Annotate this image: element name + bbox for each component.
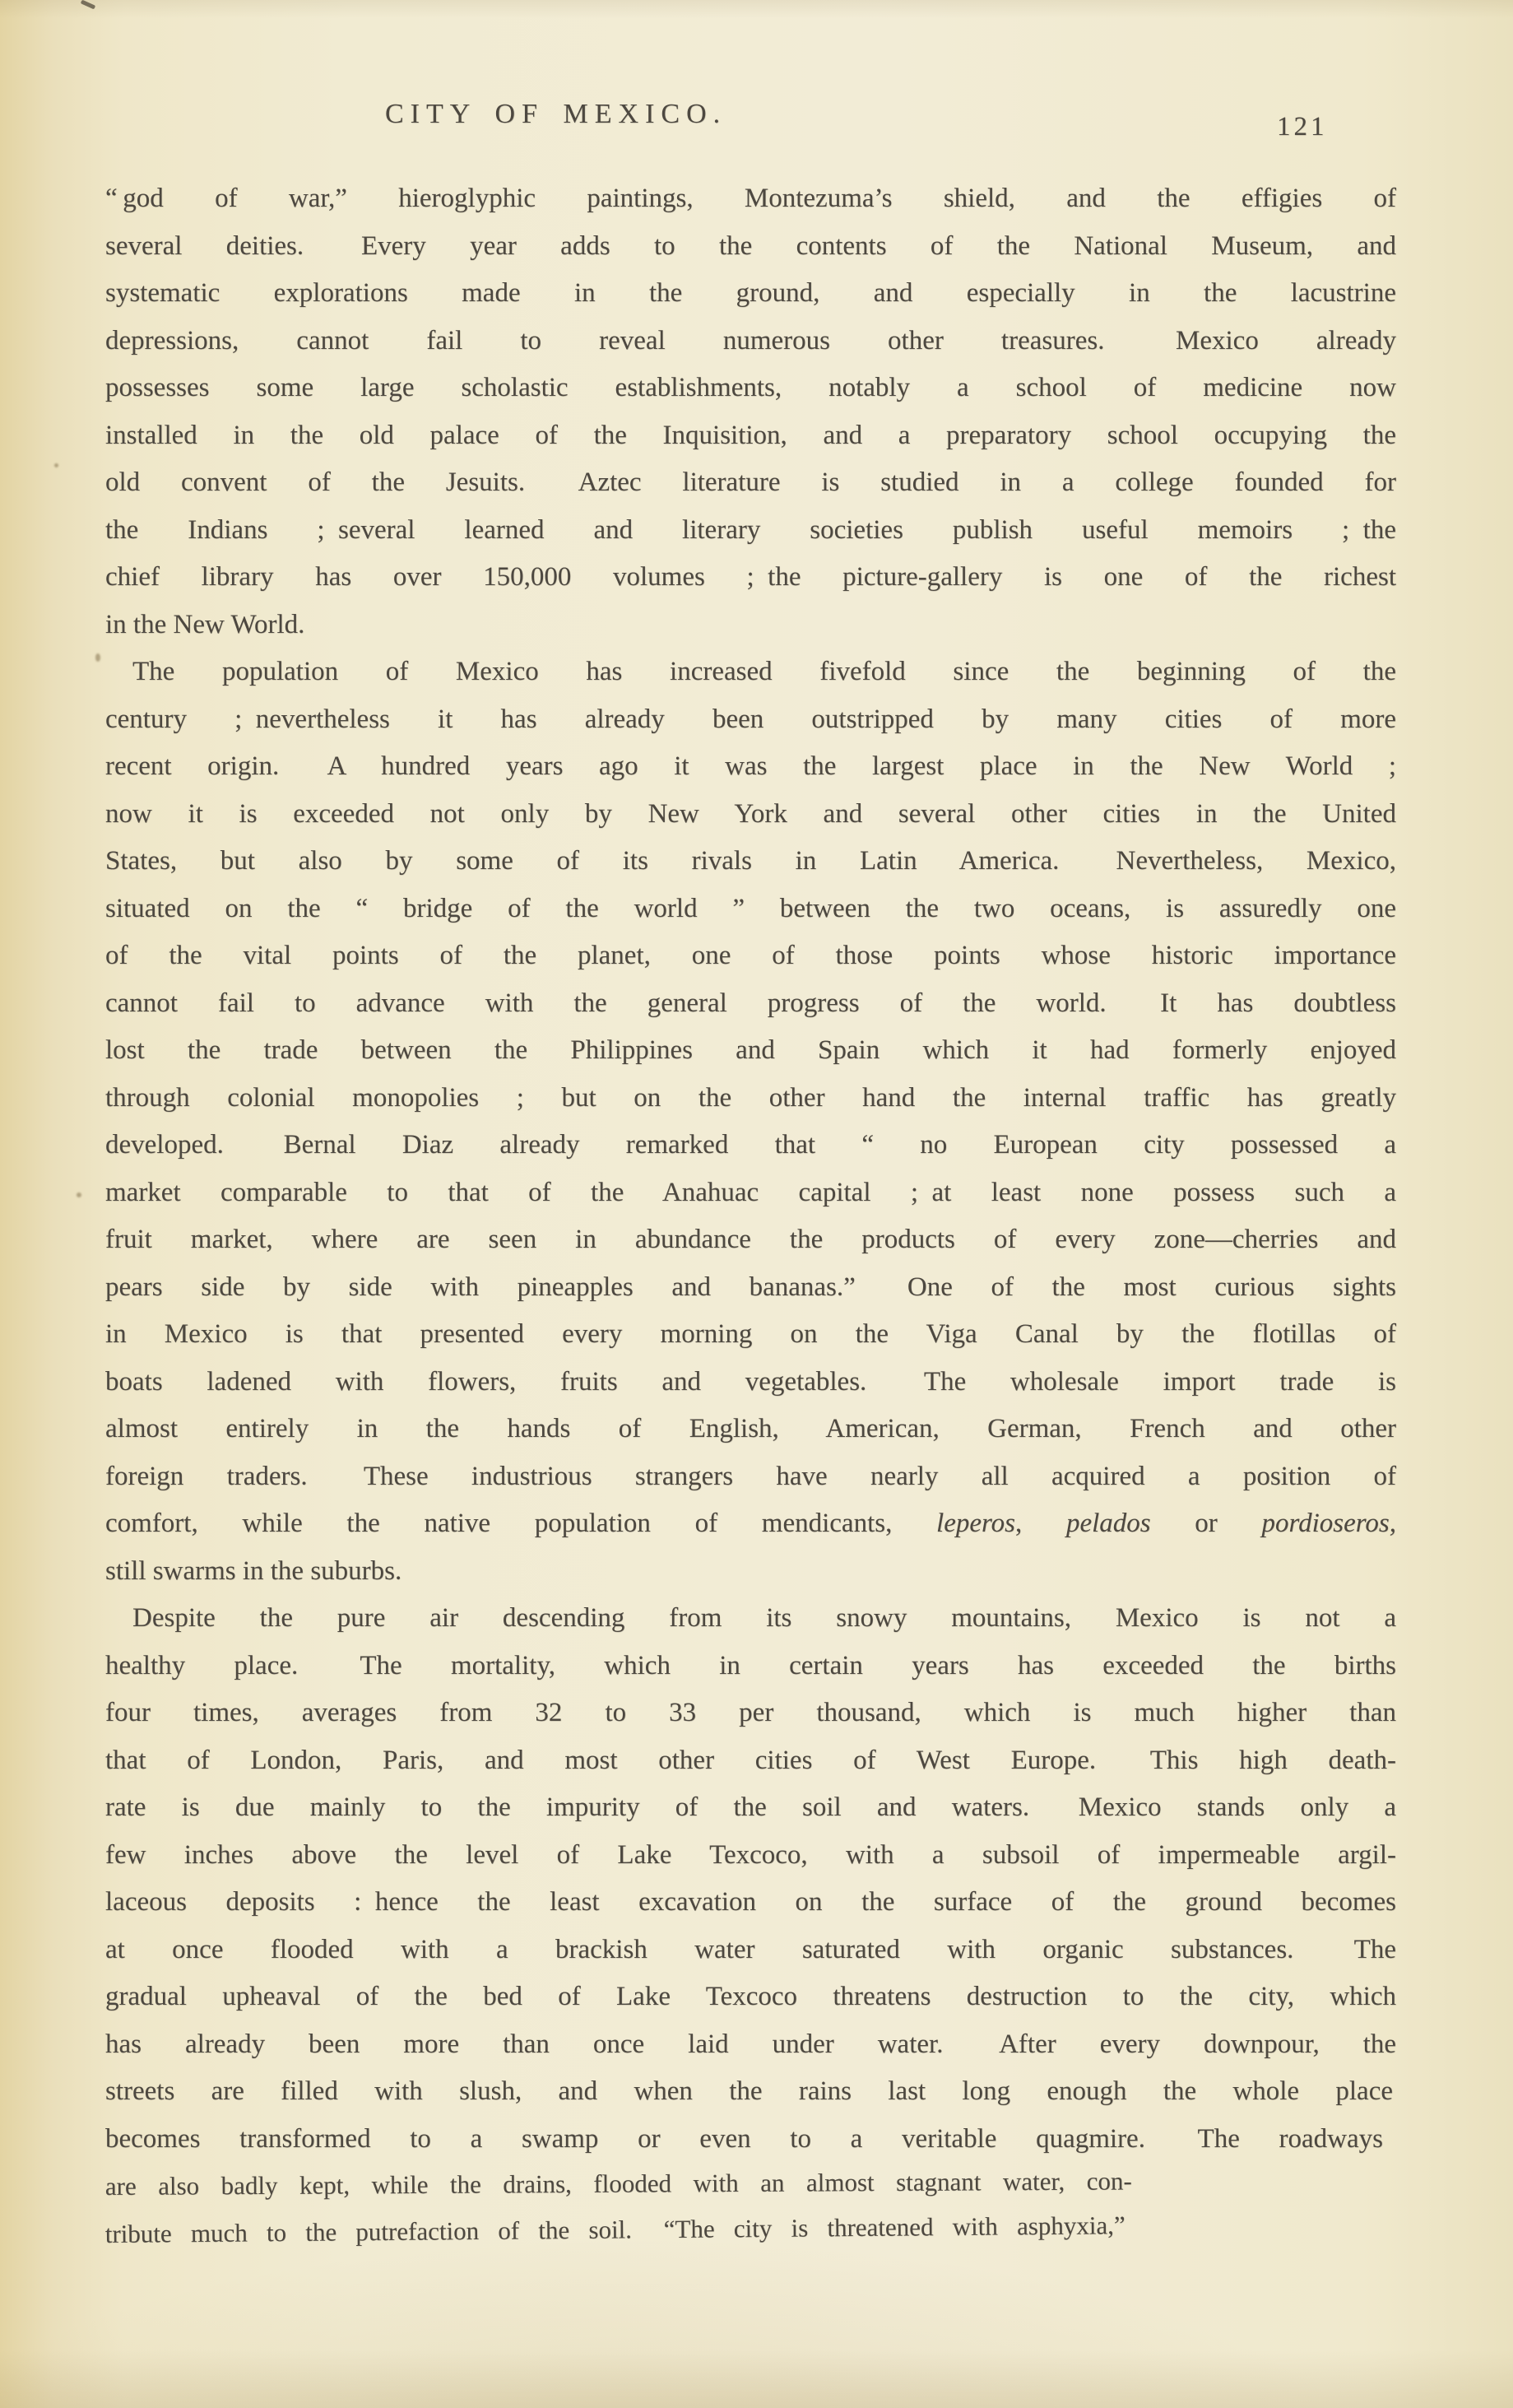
text-line	[105, 1500, 1396, 1548]
text-segment: recent origin. A hundred years ago it was the largest place in the New World ;	[105, 751, 1396, 781]
text-line	[105, 1784, 1396, 1832]
text-segment: pears side by side with pineapples and bananas.” One of the most curious sights	[105, 1271, 1396, 1302]
text-line	[105, 1548, 1396, 1596]
text-segment: cannot fail to advance with the general progress of the world. It has doubtless	[105, 988, 1396, 1018]
text-line	[105, 1973, 1396, 2021]
text-line	[105, 2116, 1383, 2164]
text-line	[105, 980, 1396, 1028]
text-line	[105, 459, 1396, 507]
text-segment: that of London, Paris, and most other cities of West Europe. This high death-	[105, 1745, 1396, 1775]
text-line	[105, 1879, 1396, 1927]
text-segment: of the vital points of the planet, one of those points whose historic importance	[105, 941, 1396, 970]
text-segment: fruit market, where are seen in abundance the products of every zone—cherries and	[105, 1225, 1396, 1254]
text-line	[105, 175, 1396, 223]
text-line	[105, 1406, 1396, 1453]
text-segment: possesses some large scholastic establishments, notably a school of medicine now	[105, 373, 1396, 402]
text-line	[105, 2021, 1396, 2069]
scan-speck	[77, 1192, 81, 1197]
text-segment: streets are filled with slush, and when the rains last long enough the whole place	[105, 2076, 1393, 2106]
scan-speck	[95, 653, 100, 662]
text-segment: chief library has over 150,000 volumes ; the picture-gallery is one of the richest	[105, 562, 1396, 592]
text-line	[105, 318, 1396, 365]
text-line	[105, 743, 1396, 791]
text-line	[105, 1027, 1396, 1075]
text-line	[105, 602, 1396, 649]
text-segment: ,	[1014, 1508, 1066, 1538]
text-line	[105, 838, 1396, 886]
text-line	[105, 1832, 1396, 1880]
text-segment: several deities. Every year adds to the contents of the National Museum, and	[105, 230, 1396, 261]
text-segment: foreign traders. These industrious strangers have nearly all acquired a position of	[105, 1461, 1396, 1491]
text-segment: or	[1150, 1508, 1262, 1538]
text-line	[104, 2201, 1125, 2257]
scan-speck	[54, 463, 58, 467]
text-segment: The population of Mexico has increased fivefold since the beginning of the	[132, 657, 1396, 686]
text-segment: situated on the “ bridge of the world ” between the two oceans, is assuredly one	[105, 893, 1396, 923]
text-line	[105, 932, 1396, 980]
text-line	[105, 507, 1396, 555]
text-line	[105, 223, 1396, 271]
text-segment: still swarms in the suburbs.	[105, 1555, 402, 1586]
text-line	[105, 1737, 1396, 1785]
page-number: 121	[1277, 112, 1328, 142]
text-line	[105, 2068, 1393, 2116]
italic-text-segment: leperos	[936, 1508, 1015, 1538]
running-title: CITY OF MEXICO.	[385, 99, 727, 129]
text-line	[105, 554, 1396, 602]
text-segment: at once flooded with a brackish water saturated with organic substances. The	[105, 1934, 1396, 1964]
text-line	[105, 1690, 1396, 1737]
text-segment: boats ladened with flowers, fruits and vegetables. The wholesale import trade is	[105, 1366, 1396, 1397]
text-segment: four times, averages from 32 to 33 per thousand, which is much higher than	[105, 1698, 1396, 1727]
text-segment: Despite the pure air descending from its snowy mountains, Mexico is not a	[132, 1603, 1396, 1633]
text-segment: in the New World.	[105, 609, 305, 639]
text-segment: tribute much to the putrefaction of the soil. “The city is threatened with asphyxia,”	[104, 2210, 1125, 2248]
text-line	[105, 1311, 1396, 1359]
italic-text-segment: pordioseros,	[1261, 1508, 1396, 1538]
italic-text-segment: pelados	[1065, 1508, 1151, 1538]
text-line	[105, 886, 1396, 933]
text-segment: in Mexico is that presented every morning on the Viga Canal by the flotillas of	[105, 1319, 1396, 1349]
text-segment: now it is exceeded not only by New York and several other cities in the United	[105, 798, 1396, 829]
page-body-text	[105, 175, 1396, 2257]
text-segment: almost entirely in the hands of English, American, German, French and other	[105, 1414, 1396, 1443]
text-line	[105, 1453, 1396, 1501]
text-segment: old convent of the Jesuits. Aztec literature is studied in a college founded for	[105, 467, 1396, 497]
text-segment: systematic explorations made in the ground, and especially in the lacustrine	[105, 278, 1396, 308]
text-segment: few inches above the level of Lake Texcoco, with a subsoil of impermeable argil-	[105, 1839, 1396, 1870]
text-line	[105, 412, 1396, 460]
text-line	[105, 1359, 1396, 1406]
text-segment: healthy place. The mortality, which in certain years has exceeded the births	[105, 1650, 1396, 1680]
text-segment: rate is due mainly to the impurity of the soil and waters. Mexico stands only a	[105, 1792, 1396, 1822]
text-segment: installed in the old palace of the Inquisition, and a preparatory school occupying the	[105, 420, 1396, 450]
text-line	[105, 270, 1396, 318]
text-line	[105, 696, 1396, 744]
text-segment: becomes transformed to a swamp or even to a veritable quagmire. The roadways	[105, 2123, 1383, 2154]
text-segment: are also badly kept, while the drains, flooded with an almost stagnant water, con-	[104, 2166, 1132, 2201]
text-segment: comfort, while the native population of mendicants,	[105, 1508, 937, 1538]
text-segment: gradual upheaval of the bed of Lake Texcoco threatens destruction to the city, which	[105, 1982, 1396, 2011]
text-segment: has already been more than once laid under water. After every downpour, the	[105, 2029, 1396, 2059]
text-line	[105, 365, 1396, 412]
text-line	[105, 648, 1396, 696]
text-line	[105, 791, 1396, 839]
text-line	[105, 1075, 1396, 1123]
text-segment: century ; nevertheless it has already been outstripped by many cities of more	[105, 704, 1396, 734]
text-line	[105, 1122, 1396, 1169]
text-segment: lost the trade between the Philippines and Spain which it had formerly enjoyed	[105, 1035, 1396, 1065]
text-segment: States, but also by some of its rivals in Latin America. Nevertheless, Mexico,	[105, 846, 1396, 876]
text-segment: laceous deposits : hence the least excavation on the surface of the ground becomes	[105, 1887, 1396, 1917]
text-line	[105, 1595, 1396, 1643]
text-segment: “ god of war,” hieroglyphic paintings, Montezuma’s shield, and the effigies of	[105, 184, 1396, 213]
scan-corner-mark	[81, 0, 95, 9]
text-segment: depressions, cannot fail to reveal numerous other treasures. Mexico already	[105, 325, 1396, 356]
text-segment: developed. Bernal Diaz already remarked that “ no European city possessed a	[105, 1130, 1396, 1160]
text-line	[105, 1927, 1396, 1974]
text-line	[105, 1216, 1396, 1264]
text-segment: market comparable to that of the Anahuac capital ; at least none possess such a	[105, 1177, 1396, 1207]
text-segment: through colonial monopolies ; but on the other hand the internal traffic has greatly	[105, 1082, 1396, 1113]
text-segment: the Indians ; several learned and literary societies publish useful memoirs ; the	[105, 514, 1396, 545]
text-line	[105, 1264, 1396, 1312]
text-line	[105, 1169, 1396, 1217]
text-line	[105, 1643, 1396, 1690]
